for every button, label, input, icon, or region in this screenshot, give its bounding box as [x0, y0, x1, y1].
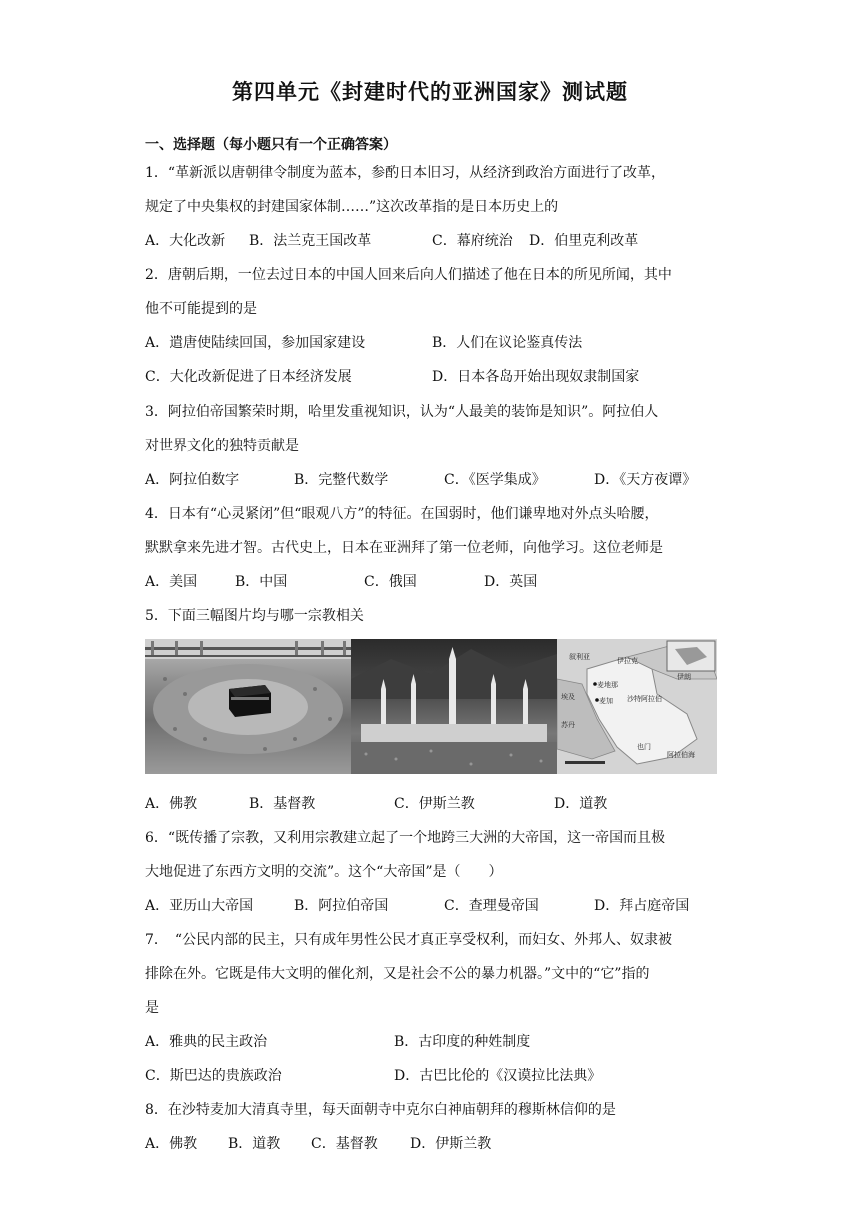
- q7-option-c: C．斯巴达的贵族政治: [145, 1068, 282, 1084]
- q8-option-b: B．道教: [228, 1136, 281, 1152]
- q6-line1: 6．“既传播了宗教，又利用宗教建立起了一个地跨三大洲的大帝国，这一帝国而且极: [145, 830, 666, 846]
- q6-option-b: B．阿拉伯帝国: [294, 898, 389, 914]
- q3-option-b: B．完整代数学: [294, 472, 389, 488]
- q1-option-a: A．大化改新: [145, 233, 226, 249]
- q3-option-c: C．《医学集成》: [444, 472, 546, 488]
- section-heading: 一、选择题（每小题只有一个正确答案）: [145, 137, 397, 153]
- q2-option-a: A．遣唐使陆续回国，参加国家建设: [145, 335, 366, 351]
- q5-option-c: C．伊斯兰教: [394, 796, 475, 812]
- map-label-syria: 叙利亚: [569, 653, 590, 661]
- q1-option-d: D．伯里克利改革: [529, 233, 639, 249]
- q7-line2: 排除在外。它既是伟大文明的催化剂，又是社会不公的暴力机器。”文中的“它”指的: [145, 966, 650, 982]
- q4-option-a: A．美国: [145, 574, 198, 590]
- q4-option-c: C．俄国: [364, 574, 417, 590]
- q8-option-d: D．伊斯兰教: [410, 1136, 492, 1152]
- q1-line2: 规定了中央集权的封建国家体制……”这次改革指的是日本历史上的: [145, 199, 559, 215]
- q3-option-d: D．《天方夜谭》: [594, 472, 697, 488]
- map-label-medina: 麦地那: [597, 681, 618, 689]
- map-label-arabian-sea: 阿拉伯海: [667, 751, 695, 759]
- q5-option-a: A．佛教: [145, 796, 198, 812]
- q7-line1: 7． “公民内部的民主，只有成年男性公民才真正享受权利，而妇女、外邦人、奴隶被: [145, 932, 673, 948]
- map-label-yemen: 也门: [637, 743, 651, 751]
- q8-option-c: C．基督教: [311, 1136, 378, 1152]
- arabia-map: [557, 639, 717, 774]
- q2-option-c: C．大化改新促进了日本经济发展: [145, 369, 352, 385]
- q6-option-a: A．亚历山大帝国: [145, 898, 254, 914]
- q8-option-a: A．佛教: [145, 1136, 198, 1152]
- map-label-iraq: 伊拉克: [617, 657, 638, 665]
- mosque-night-photo: [351, 639, 557, 774]
- q4-line1: 4．日本有“心灵紧闭”但“眼观八方”的特征。在国弱时，他们谦卑地对外点头哈腰，: [145, 506, 659, 522]
- q6-line2: 大地促进了东西方文明的交流”。这个“大帝国”是（ ）: [145, 864, 503, 880]
- q1-option-b: B．法兰克王国改革: [249, 233, 372, 249]
- q4-option-d: D．英国: [484, 574, 538, 590]
- q7-option-a: A．雅典的民主政治: [145, 1034, 268, 1050]
- q2-option-d: D．日本各岛开始出现奴隶制国家: [432, 369, 640, 385]
- q6-option-c: C．查理曼帝国: [444, 898, 539, 914]
- q2-line1: 2．唐朝后期，一位去过日本的中国人回来后向人们描述了他在日本的所见所闻，其中: [145, 267, 672, 283]
- q5-option-d: D．道教: [554, 796, 608, 812]
- q1-line1: 1．“革新派以唐朝律令制度为蓝本，参酌日本旧习，从经济到政治方面进行了改革，: [145, 165, 666, 181]
- q7-option-d: D．古巴比伦的《汉谟拉比法典》: [394, 1068, 602, 1084]
- map-label-egypt: 埃及: [561, 693, 575, 701]
- q5-line1: 5．下面三幅图片均与哪一宗教相关: [145, 608, 364, 624]
- kaaba-photo: [145, 639, 351, 774]
- q5-image-strip: [145, 639, 717, 774]
- q1-option-c: C．幕府统治: [432, 233, 513, 249]
- map-label-sudan: 苏丹: [561, 721, 575, 729]
- page-title: 第四单元《封建时代的亚洲国家》测试题: [232, 80, 628, 104]
- map-label-saudi: 沙特阿拉伯: [627, 695, 662, 703]
- q7-line3: 是: [145, 1000, 159, 1016]
- q3-line2: 对世界文化的独特贡献是: [145, 438, 299, 454]
- q3-option-a: A．阿拉伯数字: [145, 472, 240, 488]
- q5-option-b: B．基督教: [249, 796, 316, 812]
- q2-line2: 他不可能提到的是: [145, 301, 257, 317]
- q6-option-d: D．拜占庭帝国: [594, 898, 690, 914]
- q8-line1: 8．在沙特麦加大清真寺里，每天面朝寺中克尔白神庙朝拜的穆斯林信仰的是: [145, 1102, 616, 1118]
- q4-line2: 默默拿来先进才智。古代史上，日本在亚洲拜了第一位老师，向他学习。这位老师是: [145, 540, 663, 556]
- map-label-mecca: 麦加: [599, 697, 613, 705]
- q7-option-b: B．古印度的种姓制度: [394, 1034, 531, 1050]
- q2-option-b: B．人们在议论鉴真传法: [432, 335, 583, 351]
- q3-line1: 3．阿拉伯帝国繁荣时期，哈里发重视知识，认为“人最美的装饰是知识”。阿拉伯人: [145, 404, 659, 420]
- q4-option-b: B．中国: [235, 574, 288, 590]
- map-label-iran: 伊朗: [677, 673, 691, 681]
